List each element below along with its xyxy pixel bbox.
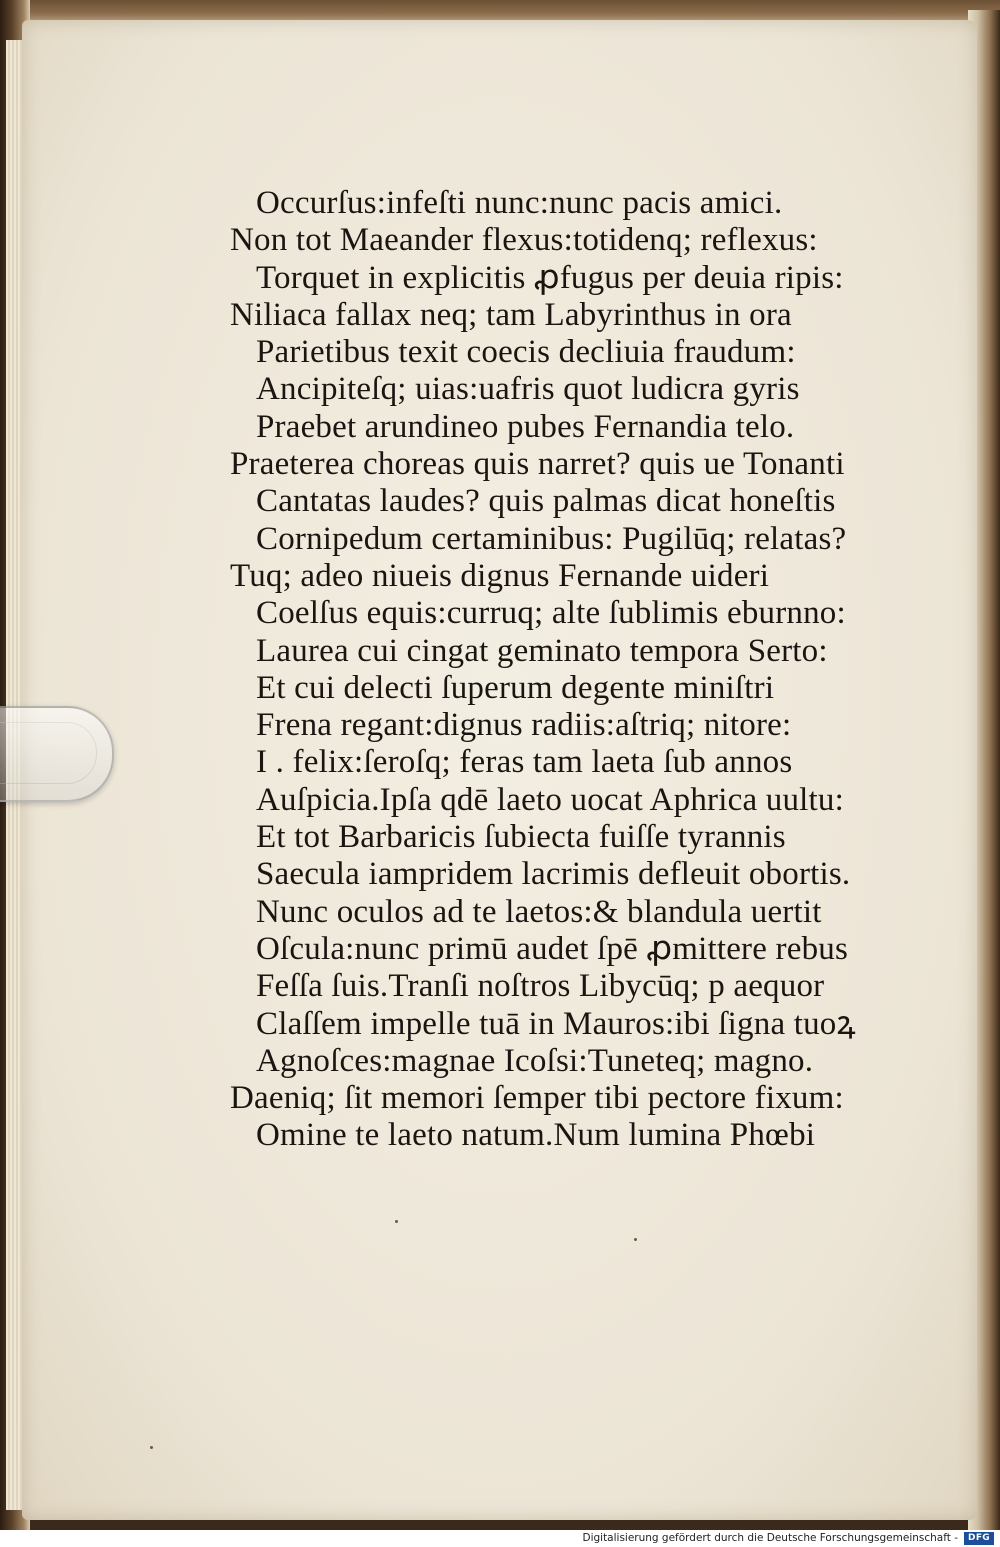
ink-speck	[634, 1238, 637, 1241]
funding-credit: Digitalisierung gefördert durch die Deutsche Forschungsgemeinschaft -	[582, 1532, 958, 1544]
verse-line: Agnoſces:magnae Icoſsi:Tuneteq; magno.	[256, 1042, 814, 1079]
verse-line: Cantatas laudes? quis palmas dicat honeſtis	[256, 483, 836, 520]
verse-line: I . felix:ſeroſq; feras tam laeta ſub annos	[256, 744, 793, 781]
verse-line: Cornipedum certaminibus: Pugilūq; relatas?	[256, 520, 847, 557]
verse-line: Daeniq; ſit memori ſemper tibi pectore fixum:	[230, 1080, 844, 1117]
verse-line: Niliaca fallax neq; tam Labyrinthus in ora	[230, 296, 792, 333]
dfg-logo: DFG	[964, 1532, 994, 1545]
verse-line: Laurea cui cingat geminato tempora Serto:	[256, 632, 828, 669]
verse-line: Et cui delecti ſuperum degente miniſtri	[256, 669, 775, 706]
verse-line: Omine te laeto natum.Num lumina Phœbi	[256, 1117, 816, 1154]
ink-speck	[150, 1446, 153, 1449]
book-top-edge	[0, 0, 1000, 22]
verse-line: Et tot Barbaricis ſubiecta fuiſſe tyrannis	[256, 819, 786, 856]
verse-line: Tuq; adeo niueis dignus Fernande uideri	[230, 557, 770, 594]
paper-clip	[0, 706, 114, 802]
verse-line: Auſpicia.Ipſa qdē laeto uocat Aphrica uultu:	[256, 781, 844, 818]
verse-line: Parietibus texit coecis decliuia fraudum:	[256, 334, 796, 371]
verse-line: Praeterea choreas quis narret? quis ue Tonanti	[230, 446, 845, 483]
verse-line: Frena regant:dignus radiis:aſtriq; nitore:	[256, 707, 792, 744]
verse-line: Praebet arundineo pubes Fernandia telo.	[256, 408, 795, 445]
verse-line: Nunc oculos ad te laetos:& blandula uertit	[256, 893, 822, 930]
verse-line: Saecula iampridem lacrimis defleuit obortis.	[256, 856, 851, 893]
verse-line: Coelſus equis:curruq; alte ſublimis eburnno:	[256, 595, 846, 632]
ink-speck	[395, 1220, 398, 1223]
verse-line: Oſcula:nunc primū audet ſpē ꝓmittere rebus	[256, 930, 849, 967]
verse-line: Claſſem impelle tuā in Mauros:ibi ſigna tuoꝝ	[256, 1005, 856, 1042]
verse-line: Occurſus:infeſti nunc:nunc pacis amici.	[256, 185, 783, 221]
verse-line: Ancipiteſq; uias:uafris quot ludicra gyris	[256, 371, 800, 408]
verse-line: Torquet in explicitis ꝓfugus per deuia ripis:	[256, 259, 844, 296]
verse-line: Feſſa ſuis.Tranſi noſtros Libycūq; p aequor	[256, 968, 825, 1005]
verse-line: Non tot Maeander flexus:totidenq; reflexus:	[230, 222, 818, 259]
verse-block	[230, 185, 880, 1155]
